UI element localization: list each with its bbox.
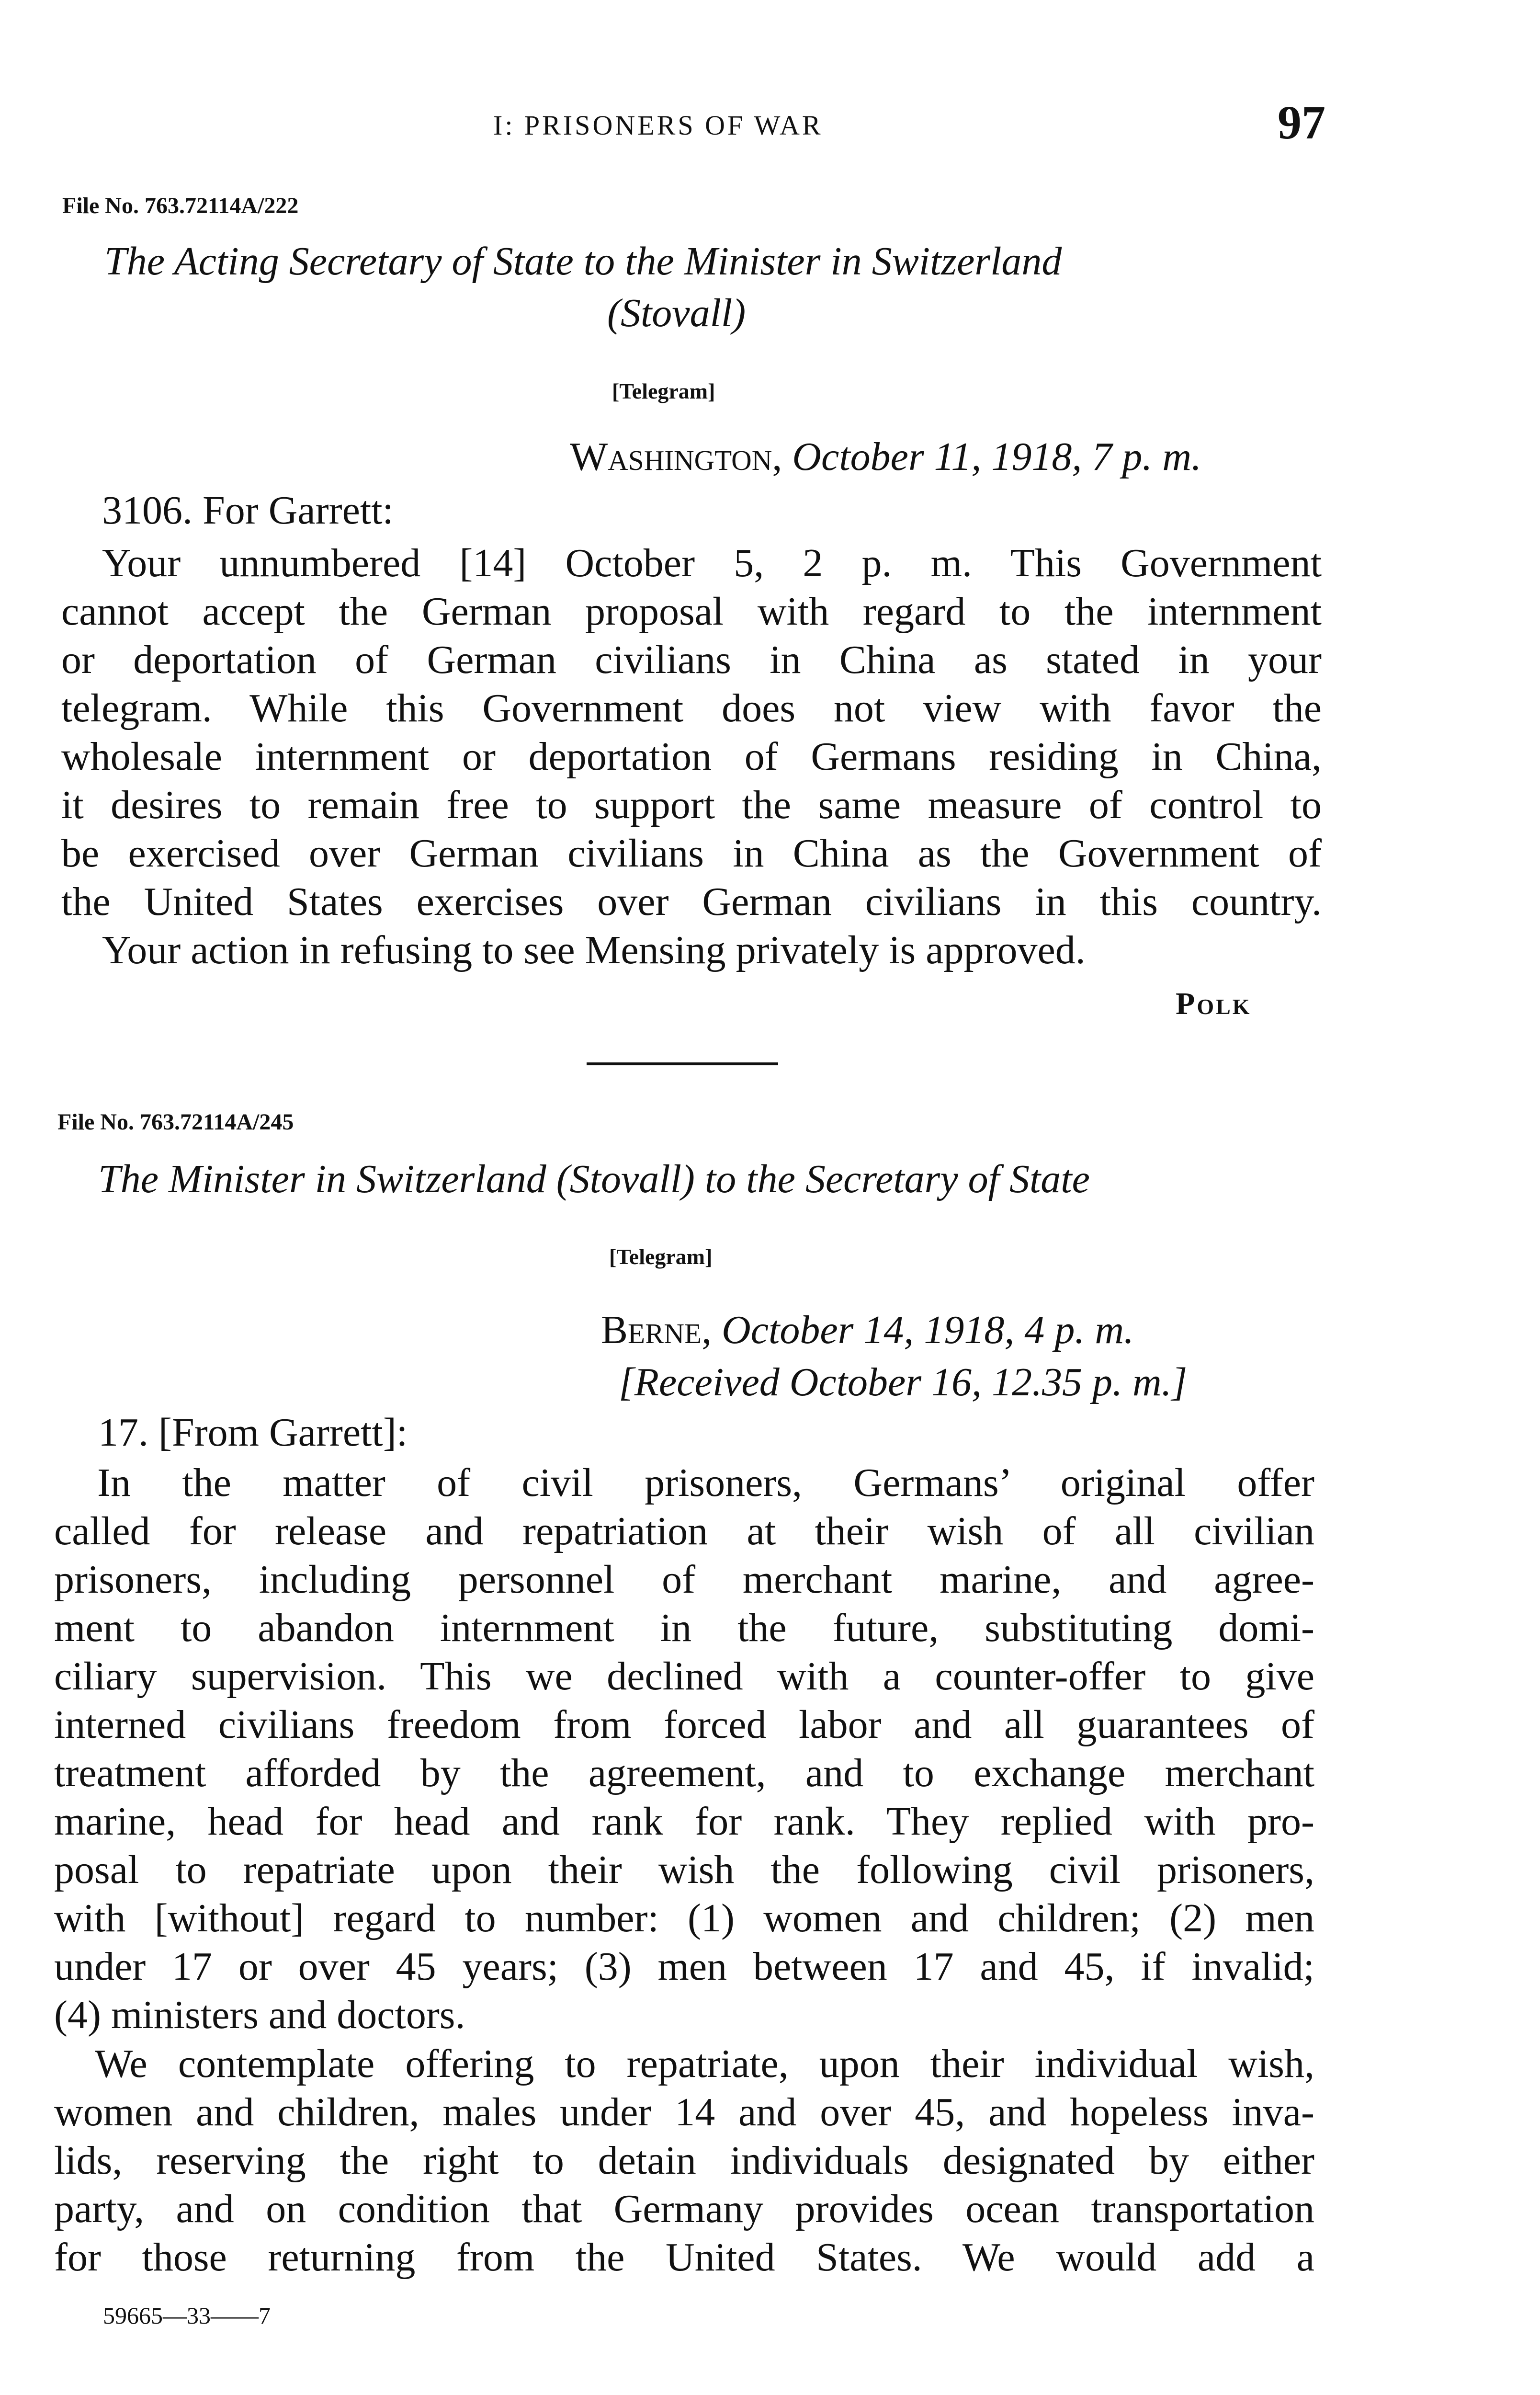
doc1-body-line: it desires to remain free to support the same measure of control to <box>61 783 1322 827</box>
doc2-body-line: (4) ministers and doctors. <box>54 1993 465 2037</box>
doc1-body-line: cannot accept the German proposal with regard to the internment <box>61 589 1322 634</box>
doc2-body-line: prisoners, including personnel of merchant marine, and agree- <box>54 1557 1314 1602</box>
doc1-telegram-tag: [Telegram] <box>612 379 715 403</box>
doc2-body-line: interned civilians freedom from forced labor and all guarantees of <box>54 1702 1314 1747</box>
file-number-2: File No. 763.72114A/245 <box>57 1109 294 1135</box>
running-head: I: PRISONERS OF WAR <box>493 110 823 141</box>
doc1-dateline: Washington, October 11, 1918, 7 p. m. <box>570 434 1202 479</box>
doc2-body-line: posal to repatriate upon their wish the following civil prisoners, <box>54 1848 1314 1892</box>
doc2-body-line: lids, reserving the right to detain individuals designated by either <box>54 2138 1314 2183</box>
doc2-body-line: marine, head for head and rank for rank. They replied with pro- <box>54 1799 1314 1844</box>
doc2-body-line: ciliary supervision. This we declined with a counter-offer to give <box>54 1654 1314 1699</box>
doc2-dateline: Berne, October 14, 1918, 4 p. m. <box>601 1308 1134 1352</box>
doc2-place: Berne <box>601 1308 702 1352</box>
file-number-1: File No. 763.72114A/222 <box>62 193 299 218</box>
doc2-paragraph-2 <box>54 2040 1314 2281</box>
doc2-telegram-tag: [Telegram] <box>609 1244 713 1269</box>
doc1-body-line: telegram. While this Government does not view with favor the <box>61 686 1322 730</box>
doc2-paragraph-1 <box>54 1459 1314 2039</box>
doc2-body-line: under 17 or over 45 years; (3) men between 17 and 45, if invalid; <box>54 1944 1314 1989</box>
doc1-signature: Polk <box>1176 986 1252 1021</box>
doc1-title-line2: (Stovall) <box>607 291 746 335</box>
doc1-body-line: the United States exercises over German civilians in this country. <box>61 879 1322 924</box>
doc1-body-line: wholesale internment or deportation of Germans residing in China, <box>61 734 1322 779</box>
printer-code: 59665—33——7 <box>103 2302 271 2329</box>
doc2-number-line: 17. [From Garrett]: <box>98 1410 408 1455</box>
doc1-body-line: or deportation of German civilians in China as stated in your <box>61 638 1322 682</box>
doc2-body-line: We contemplate offering to repatriate, upon their individual wish, <box>95 2041 1314 2086</box>
doc1-number-line: 3106. For Garrett: <box>102 488 394 533</box>
doc1-place: Washington <box>570 434 772 479</box>
doc2-body-line: women and children, males under 14 and over 45, and hopeless inva- <box>54 2090 1314 2134</box>
doc2-body-line: treatment afforded by the agreement, and to exchange merchant <box>54 1751 1314 1795</box>
doc2-body-line: In the matter of civil prisoners, Germans’ original offer <box>97 1460 1314 1505</box>
section-divider <box>587 1062 778 1065</box>
doc2-body-line: ment to abandon internment in the future, substituting domi- <box>54 1606 1314 1650</box>
doc2-body-line: called for release and repatriation at their wish of all civilian <box>54 1509 1314 1553</box>
doc1-body-line: Your unnumbered [14] October 5, 2 p. m. This Government <box>102 541 1322 585</box>
doc1-body <box>61 539 1322 974</box>
doc2-body-line: party, and on condition that Germany provides ocean transportation <box>54 2187 1314 2231</box>
doc2-body-line: for those returning from the United States. We would add a <box>54 2235 1314 2280</box>
doc2-date: October 14, 1918, 4 p. m. <box>722 1308 1134 1352</box>
doc1-title-line1: The Acting Secretary of State to the Minister in Switzerland <box>104 239 1062 284</box>
doc2-title: The Minister in Switzerland (Stovall) to the Secretary of State <box>98 1157 1090 1201</box>
doc2-received: [Received October 16, 12.35 p. m.] <box>619 1360 1188 1404</box>
doc1-body-line: be exercised over German civilians in China as the Government of <box>61 831 1322 876</box>
doc1-body-line: Your action in refusing to see Mensing privately is approved. <box>102 928 1086 972</box>
doc2-body-line: with [without] regard to number: (1) women and children; (2) men <box>54 1896 1314 1940</box>
page-number: 97 <box>1278 96 1325 149</box>
doc1-date: October 11, 1918, 7 p. m. <box>792 434 1202 479</box>
